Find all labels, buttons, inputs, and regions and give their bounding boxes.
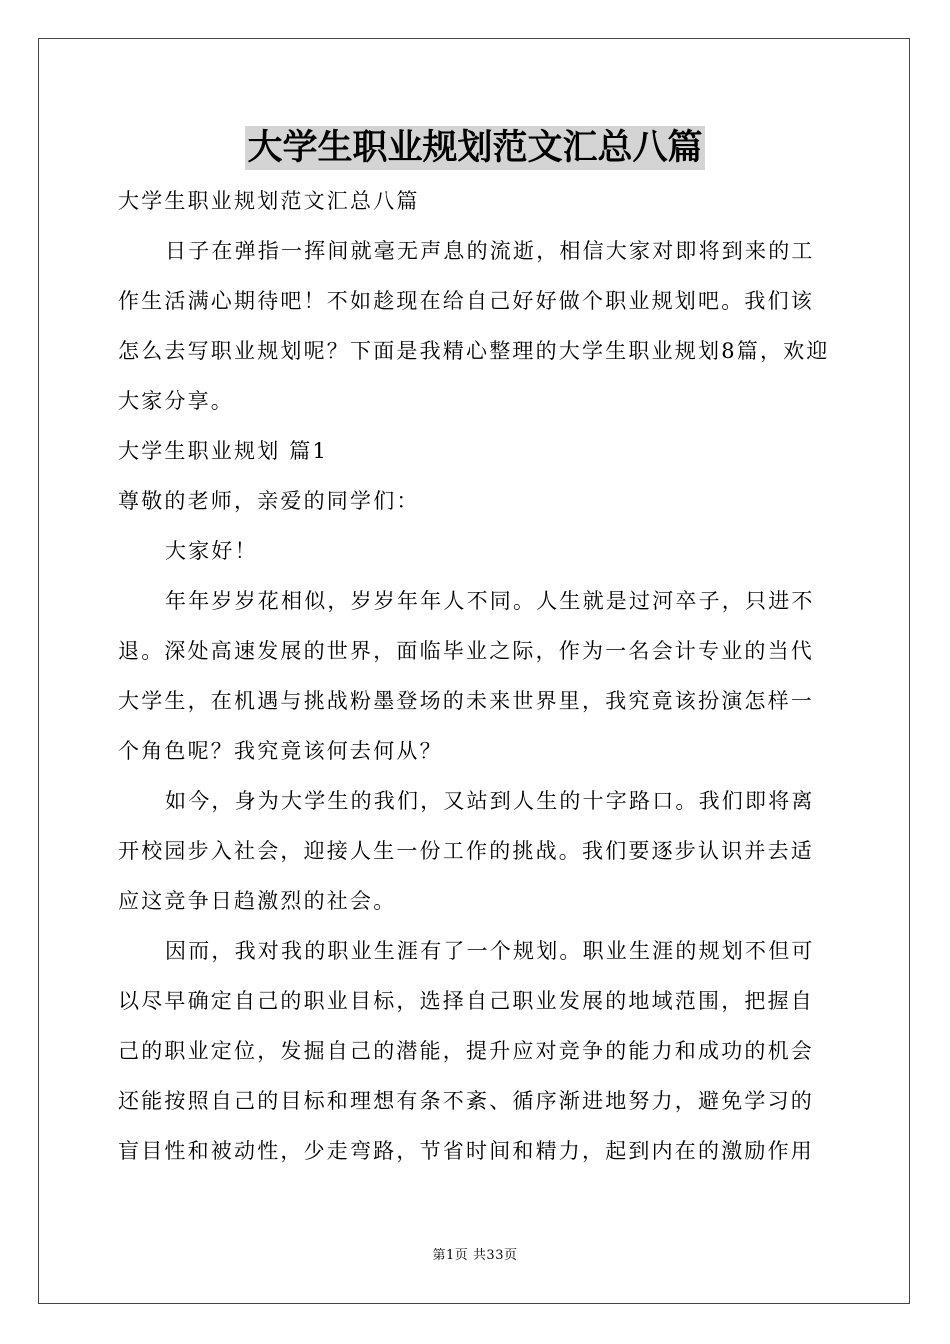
paragraph-body: 如今，身为大学生的我们，又站到人生的十字路口。我们即将离开校园步入社会，迎接人生一份工作的挑战。我们要逐步认识并去适应这竞争日趋激烈的社会。 [118, 789, 815, 913]
section-heading: 大学生职业规划 篇1 [118, 439, 329, 463]
paragraph-body: 因而，我对我的职业生涯有了一个规划。职业生涯的规划不但可以尽早确定自己的职业目标，选择自己职业发展的地域范围，把握自己的职业定位，发掘自己的潜能，提升应对竞争的能力和成功的机会还能按照自己的目标和理想有条不紊、循序渐进地努力，避免学习的盲目性和被动性，少走弯路，节省时间和精力，起到内在的激励作用 [118, 939, 815, 1163]
paragraph-body: 年年岁岁花相似，岁岁年年人不同。人生就是过河卒子，只进不退。深处高速发展的世界，面临毕业之际，作为一名会计专业的当代大学生，在机遇与挑战粉墨登场的未来世界里，我究竟该扮演怎样一个角色呢？我究竟该何去何从？ [118, 589, 815, 763]
paragraph-greeting: 大家好！ [165, 539, 258, 563]
paragraph-subtitle: 大学生职业规划范文汇总八篇 [118, 189, 420, 213]
paragraph-salutation: 尊敬的老师，亲爱的同学们： [118, 489, 420, 513]
document-title [0, 126, 950, 170]
document-body [118, 176, 834, 1176]
page-footer: 第1页 共33页 [432, 1248, 518, 1263]
document-title-text: 大学生职业规划范文汇总八篇 [247, 127, 703, 168]
paragraph-intro: 日子在弹指一挥间就毫无声息的流逝，相信大家对即将到来的工作生活满心期待吧！不如趁现在给自己好好做个职业规划吧。我们该怎么去写职业规划呢？下面是我精心整理的大学生职业规划8篇，欢迎大家分享。 [118, 239, 830, 413]
